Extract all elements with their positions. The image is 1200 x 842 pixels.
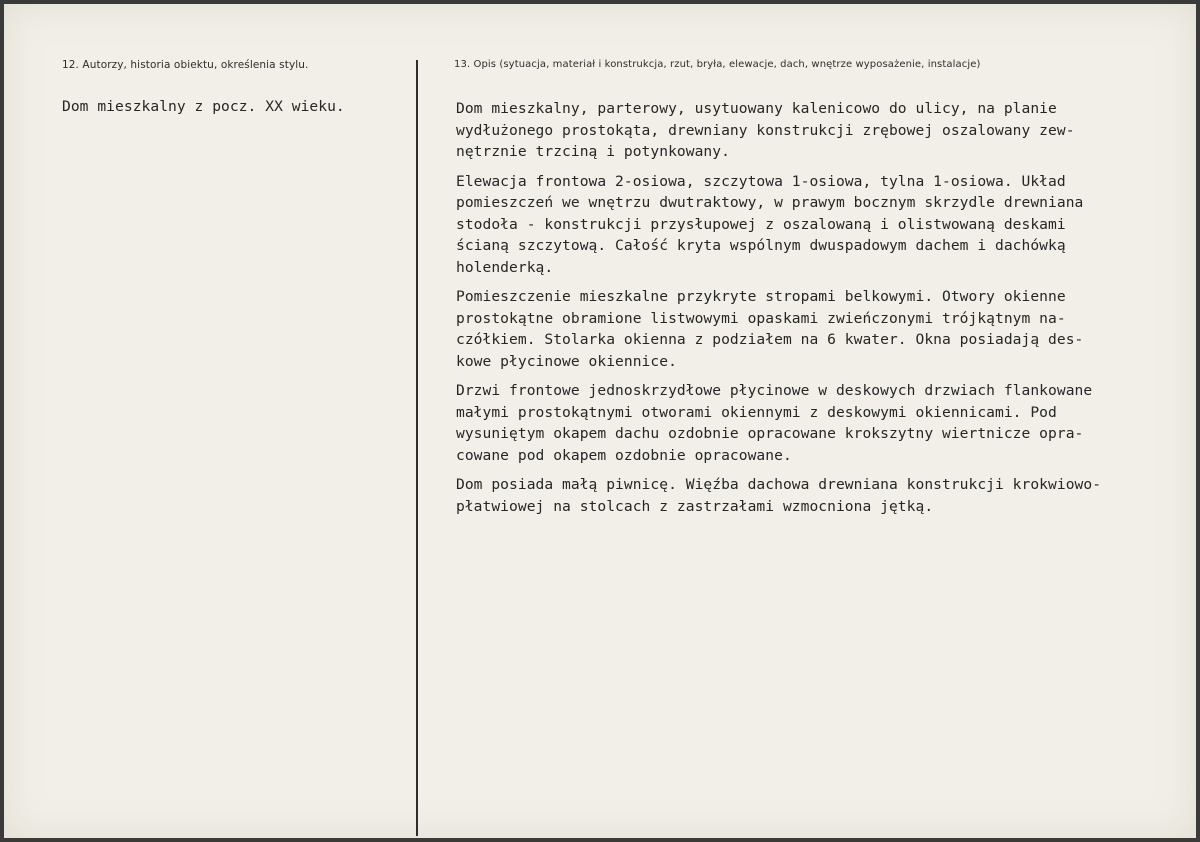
text-line: płatwiowej na stolcach z zastrzałami wzmocniona jętką.: [456, 497, 934, 515]
section-13-header: 13. Opis (sytuacja, materiał i konstrukcja, rzut, bryła, elewacje, dach, wnętrze wyposażenie, instalacje): [454, 59, 981, 70]
paragraph-3: [456, 286, 1176, 372]
text-line: nętrznie trzciną i potynkowany.: [456, 143, 730, 160]
text-line: Dom posiada małą piwnicę. Więźba dachowa drewniana konstrukcji krokwiowo-: [456, 476, 1102, 493]
text-line: stodoła - konstrukcji przysłupowej z oszalowaną i olistwowaną deskami: [456, 215, 1066, 233]
text-line: Dom mieszkalny, parterowy, usytuowany kalenicowo do ulicy, na planie: [456, 100, 1057, 117]
paragraph-1: [456, 98, 1176, 163]
record-card: [4, 4, 1196, 838]
text-line: Drzwi frontowe jednoskrzydłowe płycinowe w deskowych drzwiach flankowane: [456, 382, 1093, 399]
section-13-body: [456, 98, 1176, 525]
text-line: wydłużonego prostokąta, drewniany konstrukcji zrębowej oszalowany zew-: [456, 121, 1075, 139]
text-line: Elewacja frontowa 2-osiowa, szczytowa 1-osiowa, tylna 1-osiowa. Układ: [456, 172, 1066, 190]
section-12-header: 12. Autorzy, historia obiektu, określenia stylu.: [62, 59, 309, 71]
text-line: holenderką.: [456, 258, 554, 276]
section-12-text: Dom mieszkalny z pocz. XX wieku.: [62, 98, 345, 115]
text-line: czółkiem. Stolarka okienna z podziałem na 6 kwater. Okna posiadają des-: [456, 331, 1084, 348]
text-line: wysuniętym okapem dachu ozdobnie opracowane krokszytny wiertnicze opra-: [456, 425, 1084, 442]
text-line: Pomieszczenie mieszkalne przykryte stropami belkowymi. Otwory okienne: [456, 288, 1066, 305]
text-line: pomieszczeń we wnętrzu dwutraktowy, w prawym bocznym skrzydle drewniana: [456, 194, 1084, 211]
column-divider: [416, 60, 418, 836]
text-line: małymi prostokątnymi otworami okiennymi z deskowymi okiennicami. Pod: [456, 403, 1057, 421]
paragraph-2: [456, 171, 1176, 279]
text-line: prostokątne obramione listwowymi opaskami zwieńczonymi trójkątnym na-: [456, 309, 1066, 327]
paragraph-5: [456, 474, 1176, 517]
paragraph-4: [456, 380, 1176, 466]
text-line: kowe płycinowe okiennice.: [456, 352, 677, 370]
text-line: ścianą szczytową. Całość kryta wspólnym dwuspadowym dachem i dachówką: [456, 237, 1066, 254]
text-line: cowane pod okapem ozdobnie opracowane.: [456, 446, 792, 464]
